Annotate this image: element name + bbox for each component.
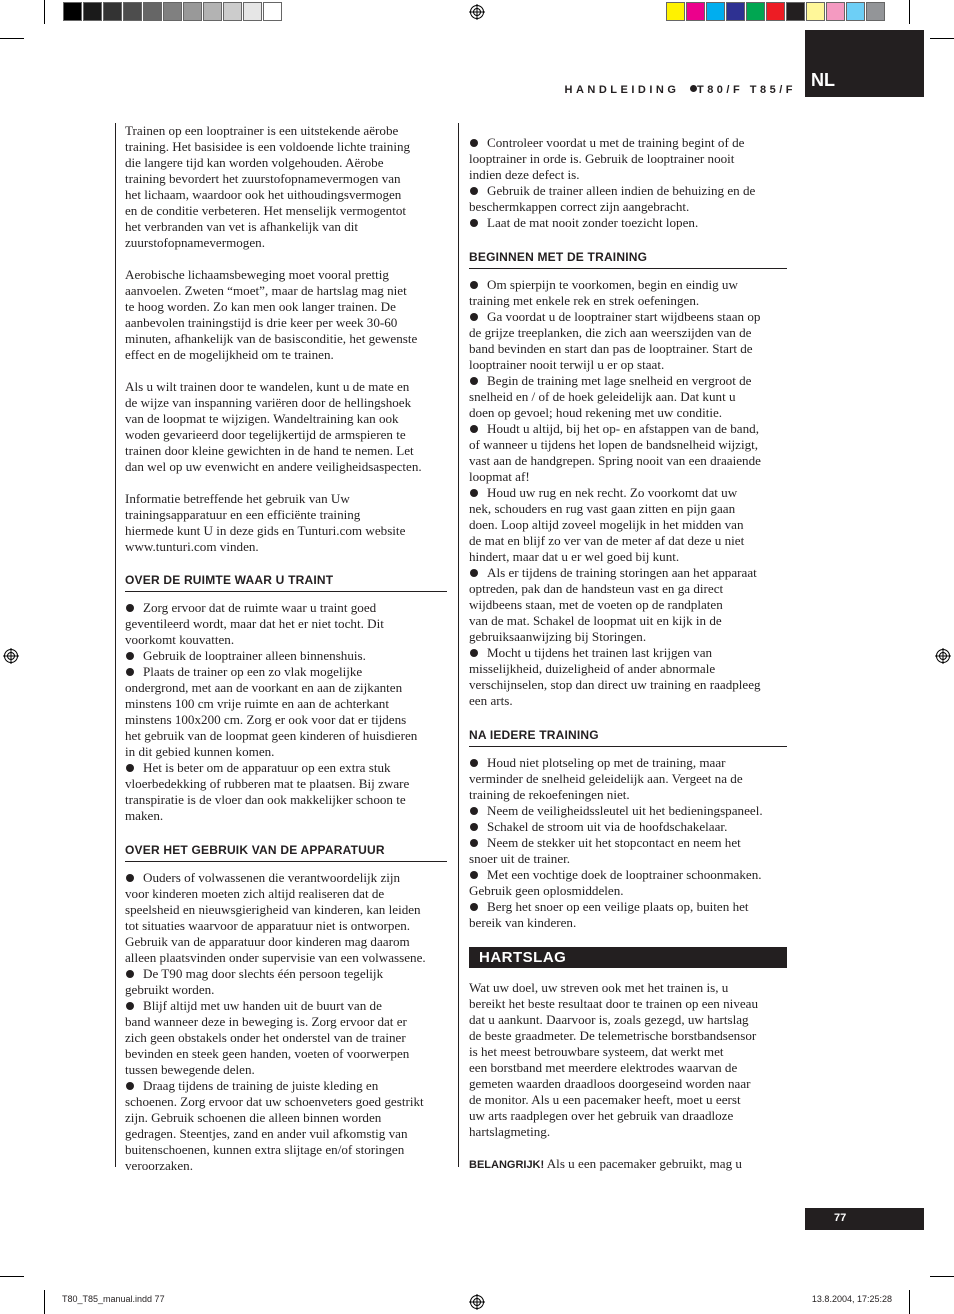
bullet-icon	[126, 874, 134, 882]
list-item	[469, 421, 787, 485]
color-swatch	[143, 2, 162, 21]
bullet-icon	[126, 668, 134, 676]
color-swatch	[686, 2, 705, 21]
bullet-icon	[126, 764, 134, 772]
important-note	[469, 1156, 787, 1173]
color-swatch	[786, 2, 805, 21]
color-swatch	[123, 2, 142, 21]
section-list	[469, 277, 787, 709]
important-text: Als u een pacemaker gebruikt, mag u	[544, 1156, 742, 1171]
list-item	[125, 648, 447, 664]
running-header	[565, 84, 796, 96]
bullet-icon	[126, 1082, 134, 1090]
color-bar	[666, 2, 886, 21]
bullet-icon	[470, 313, 478, 321]
list-item	[469, 277, 787, 309]
bullet-icon	[470, 759, 478, 767]
crop-mark	[930, 38, 954, 39]
bullet-icon	[470, 187, 478, 195]
color-swatch	[746, 2, 765, 21]
section-heading: OVER HET GEBRUIK VAN DE APPARATUUR	[125, 842, 447, 862]
list-item-text: Ga voordat u de looptrainer start wijdbeens staan op de grijze treeplanken, die zich aan weerszijden van de band bevinden en start dan pas de looptrainer. Start de looptrainer nooit terwijl u er op staat.	[469, 309, 761, 372]
color-swatch	[866, 2, 885, 21]
list-item-text: Plaats de trainer op een zo vlak mogelijke ondergrond, met aan de voorkant en aan de zijkanten minstens 100 cm vrije ruimte en aan de achterkant minstens 100x200 cm. Zorg er ook voor dat er tijdens het gebruik van de loopmat geen kinderen of huisdieren in dit gebied kunnen komen.	[125, 664, 418, 759]
list-item-text: Neem de veiligheidssleutel uit het bedieningspaneel.	[487, 803, 763, 818]
color-swatch	[83, 2, 102, 21]
list-item-text: Als er tijdens de training storingen aan het apparaat optreden, pak dan de handsteun vast en ga direct wijdbeens staan, met de voeten op de randplaten van de mat. Schakel de loopmat uit en kijk in de gebruiksaanwijzing bij Storingen.	[469, 565, 757, 644]
left-column	[125, 123, 447, 1174]
list-item	[125, 870, 447, 966]
model-label: T80/F T85/F	[696, 84, 796, 96]
list-item-text: Gebruik de trainer alleen indien de behuizing en de beschermkappen correct zijn aangebracht.	[469, 183, 756, 214]
list-item	[125, 1078, 447, 1174]
list-item-text: Schakel de stroom uit via de hoofdschakelaar.	[487, 819, 728, 834]
list-item	[469, 183, 787, 215]
color-swatch	[103, 2, 122, 21]
color-swatch	[243, 2, 262, 21]
registration-mark-icon	[469, 4, 485, 20]
list-item	[469, 373, 787, 421]
list-item-text: Houd uw rug en nek recht. Zo voorkomt dat uw nek, schouders en rug vast gaan zitten en pijn gaan doen. Loop altijd zoveel mogelijk in het midden van de mat en blijf zo ver van de meter af dat deze u niet hindert, maar dat u er wel goed bij kunt.	[469, 485, 745, 564]
color-swatch	[163, 2, 182, 21]
manual-label: HANDLEIDING	[564, 84, 680, 96]
crop-mark	[909, 1290, 910, 1314]
crop-mark	[0, 38, 24, 39]
bullet-icon	[470, 219, 478, 227]
page-number: 77	[834, 1212, 847, 1224]
intro-paragraph: Informatie betreffende het gebruik van Uw trainingsapparatuur en een efficiënte training hiermede kunt U in deze gids en Tunturi.com website www.tunturi.com vinden.	[125, 491, 406, 554]
list-item-text: Mocht u tijdens het trainen last krijgen van misselijkheid, duizeligheid of ander abnormale verschijnselen, stop dan direct uw training en raadpleeg een arts.	[469, 645, 761, 708]
bullet-icon	[690, 85, 697, 92]
section-heading: BEGINNEN MET DE TRAINING	[469, 249, 787, 269]
list-item	[469, 819, 787, 835]
crop-mark	[0, 1276, 24, 1277]
crop-mark	[44, 0, 45, 24]
color-swatch	[263, 2, 282, 21]
bullet-icon	[470, 823, 478, 831]
crop-mark	[930, 1276, 954, 1277]
list-item-text: Houd niet plotseling op met de training, maar verminder de snelheid geleidelijk aan. Vergeet na de training de rekoefeningen niet.	[469, 755, 743, 802]
footer-timestamp: 13.8.2004, 17:25:28	[811, 1294, 892, 1304]
grayscale-bar	[63, 2, 283, 21]
list-item-text: Gebruik de looptrainer alleen binnenshuis.	[143, 648, 366, 663]
color-swatch	[203, 2, 222, 21]
section-heading: OVER DE RUIMTE WAAR U TRAINT	[125, 572, 447, 592]
crop-mark	[909, 0, 910, 24]
intro-paragraph: Aerobische lichaamsbeweging moet vooral prettig aanvoelen. Zweten “moet”, maar de hartslag mag niet te hoog worden. Zo kan men ook langer trainen. De aanbevolen trainingstijd is drie keer per week 30-60 minuten, afhankelijk van de basisconditie, het gewenste effect en de mogelijkheid om te trainen.	[125, 267, 418, 362]
bullet-icon	[126, 604, 134, 612]
page-number-tab	[805, 1208, 924, 1230]
list-item-text: Blijf altijd met uw handen uit de buurt van de band wanneer deze in beweging is. Zorg ervoor dat er zich geen obstakels onder het onderstel van de trainer bevinden en steek geen handen, voeten of voorwerpen tussen bewegende delen.	[125, 998, 410, 1077]
color-swatch	[63, 2, 82, 21]
right-column	[469, 135, 787, 1173]
language-code: NL	[811, 70, 835, 90]
section-heading: NA IEDERE TRAINING	[469, 727, 787, 747]
color-swatch	[846, 2, 865, 21]
list-item	[469, 215, 787, 231]
bullet-icon	[470, 281, 478, 289]
section-list	[125, 870, 447, 1174]
bullet-icon	[470, 649, 478, 657]
bullet-icon	[470, 139, 478, 147]
important-label: BELANGRIJK!	[469, 1159, 545, 1171]
bullet-icon	[470, 377, 478, 385]
list-item	[125, 664, 447, 760]
color-swatch	[223, 2, 242, 21]
list-item-text: De T90 mag door slechts één persoon tegelijk gebruikt worden.	[125, 966, 384, 997]
list-item-text: Draag tijdens de training de juiste kleding en schoenen. Zorg ervoor dat uw schoenveters goed gestrikt zijn. Gebruik schoenen die alleen binnen worden gedragen. Steentjes, zand en ander vuil afkomstig van buitenschoenen, kunnen extra slijtage en/of storingen veroorzaken.	[125, 1078, 424, 1173]
left-column-rule	[115, 123, 116, 1167]
list-item	[469, 645, 787, 709]
intro-text	[125, 123, 447, 555]
list-item-text: Begin de training met lage snelheid en vergroot de snelheid en / of de hoek geleidelijk aan. Dat kunt u doen op gevoel; houd rekening met uw conditie.	[469, 373, 752, 420]
list-item-text: Berg het snoer op een veilige plaats op, buiten het bereik van kinderen.	[469, 899, 749, 930]
list-item-text: Laat de mat nooit zonder toezicht lopen.	[487, 215, 699, 230]
list-item-text: Neem de stekker uit het stopcontact en neem het snoer uit de trainer.	[469, 835, 741, 866]
list-item-text: Met een vochtige doek de looptrainer schoonmaken. Gebruik geen oplosmiddelen.	[469, 867, 762, 898]
hartslag-heading: HARTSLAG	[469, 947, 787, 968]
list-item-text: Ouders of volwassenen die verantwoordelijk zijn voor kinderen moeten zich altijd realiseren dat de speelsheid en nieuwsgierigheid van kinderen, kan leiden tot situaties waarvoor de apparatuur niet is ontworpen. Gebruik van de apparatuur door kinderen mag daarom alleen plaatsvinden onder supervisie van een volwassene.	[125, 870, 426, 965]
color-swatch	[183, 2, 202, 21]
bullet-icon	[126, 970, 134, 978]
section-list	[469, 135, 787, 231]
list-item-text: Om spierpijn te voorkomen, begin en eindig uw training met enkele rek en strek oefeningen.	[469, 277, 738, 308]
section-list	[469, 755, 787, 931]
list-item	[469, 803, 787, 819]
bullet-icon	[470, 807, 478, 815]
bullet-icon	[470, 871, 478, 879]
bullet-icon	[470, 569, 478, 577]
list-item	[125, 966, 447, 998]
list-item-text: Houdt u altijd, bij het op- en afstappen van de band, of wanneer u tijdens het lopen de bandsnelheid wijzigt, vast aan de handgrepen. Spring nooit van een draaiende loopmat af!	[469, 421, 761, 484]
registration-mark-icon	[3, 648, 19, 664]
registration-mark-icon	[935, 648, 951, 664]
color-swatch	[766, 2, 785, 21]
list-item-text: Controleer voordat u met de training begint of de looptrainer in orde is. Gebruik de looptrainer nooit indien deze defect is.	[469, 135, 745, 182]
middle-column-rule	[458, 123, 459, 1167]
list-item	[469, 899, 787, 931]
bullet-icon	[470, 839, 478, 847]
color-swatch	[826, 2, 845, 21]
hartslag-paragraph: Wat uw doel, uw streven ook met het trainen is, u bereikt het beste resultaat door te trainen op een niveau dat u aankunt. Daarvoor is, zoals gezegd, uw hartslag de beste graadmeter. De telemetrische borstbandsensor is het meest betrouwbare systeem, dat werkt met een borstband met meerdere elektrodes waarvan de gemeten waarden draadloos doorgeseind worden naar de monitor. Als u een pacemaker heeft, moet u eerst uw arts raadplegen over het gebruik van draadloze hartslagmeting.	[469, 980, 759, 1139]
color-swatch	[706, 2, 725, 21]
bullet-icon	[470, 489, 478, 497]
list-item	[469, 309, 787, 373]
intro-paragraph: Als u wilt trainen door te wandelen, kunt u de mate en de wijze van inspanning variëren door de hellingshoek van de loopmat te wijzigen. Wandeltraining kan ook woden gevarieerd door tegelijkertijd de armspieren te trainen door kleine gewichten in de hand te nemen. Let dan wel op uw evenwicht en andere veiligheidsaspecten.	[125, 379, 422, 474]
intro-paragraph: Trainen op een looptrainer is een uitstekende aërobe training. Het basisidee is een voldoende lichte training die langere tijd kan worden volgehouden. Aërobe training bevordert het zuurstofopnamevermogen van het lichaam, waardoor ook het uithoudingsvermogen en de conditie verbeteren. Het menselijk vermogentot het verbranden van vet is afhankelijk van dit zuurstofopnamevermogen.	[125, 123, 411, 250]
language-tab	[805, 30, 924, 97]
list-item-text: Het is beter om de apparatuur op een extra stuk vloerbedekking of rubberen mat te plaatsen. Bij zware transpiratie is de vloer dan ook makkelijker schoon te maken.	[125, 760, 410, 823]
bullet-icon	[126, 1002, 134, 1010]
list-item	[469, 565, 787, 645]
list-item	[125, 600, 447, 648]
list-item	[469, 485, 787, 565]
list-item	[469, 867, 787, 899]
list-item-text: Zorg ervoor dat de ruimte waar u traint goed geventileerd wordt, maar dat het er niet tocht. Dit voorkomt kouvatten.	[125, 600, 384, 647]
bullet-icon	[470, 425, 478, 433]
list-item	[469, 835, 787, 867]
footer-file: T80_T85_manual.indd 77	[62, 1294, 165, 1304]
section-list	[125, 600, 447, 824]
list-item	[469, 135, 787, 183]
bullet-icon	[126, 652, 134, 660]
crop-mark	[44, 1290, 45, 1314]
color-swatch	[666, 2, 685, 21]
list-item	[125, 998, 447, 1078]
list-item	[469, 755, 787, 803]
bullet-icon	[470, 903, 478, 911]
registration-mark-icon	[469, 1294, 485, 1310]
color-swatch	[806, 2, 825, 21]
list-item	[125, 760, 447, 824]
color-swatch	[726, 2, 745, 21]
